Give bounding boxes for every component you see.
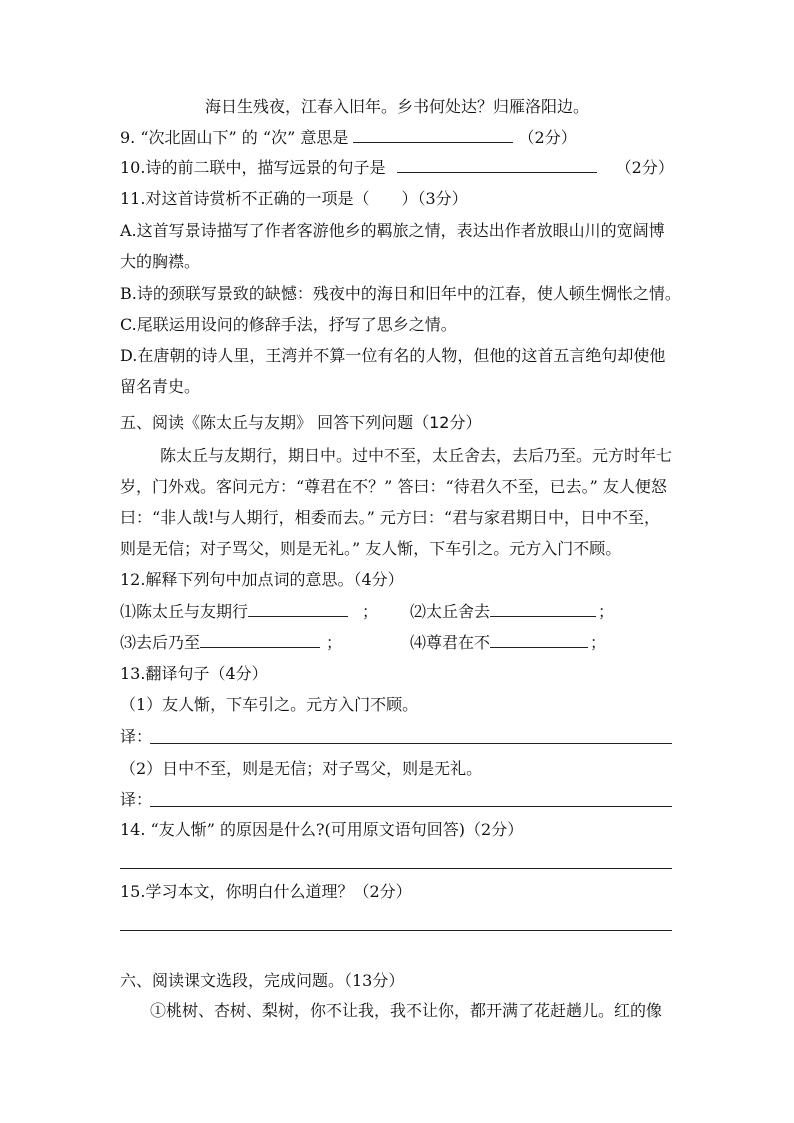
separator: ； (362, 602, 379, 621)
option-a-line1: A.这首写景诗描写了作者客游他乡的羁旅之情，表达出作者放眼山川的宽阔博 (120, 221, 665, 240)
q12-item-label: ⑶去后乃至 (120, 633, 201, 652)
answer-blank[interactable] (490, 602, 596, 617)
question-11-stem: 11.对这首诗赏析不正确的一项是（ ）（3分） (120, 189, 468, 208)
question-15: 15.学习本文，你明白什么道理？（2分） (120, 882, 412, 901)
option-b: B.诗的颈联写景致的缺憾：残夜中的海日和旧年中的江春，使人顿生惆怅之情。 (120, 284, 681, 303)
answer-line[interactable] (150, 806, 672, 807)
separator: ； (326, 633, 343, 652)
q12-item-label: ⑷尊君在不 (410, 633, 491, 652)
answer-line[interactable] (120, 868, 672, 869)
option-d-line2: 留名青史。 (120, 377, 201, 396)
q12-item-3 (120, 633, 342, 653)
question-14: 14. “友人惭” 的原因是什么?(可用原文语句回答)（2分） (120, 820, 524, 839)
question-12-stem: 12.解释下列句中加点词的意思。（4分） (120, 570, 404, 589)
q12-item-2 (410, 602, 614, 622)
passage-line: 则是无信；对子骂父，则是无礼。” 友人惭，下车引之。元方入门不顾。 (120, 539, 622, 558)
separator: ； (590, 633, 607, 652)
separator: ； (598, 602, 615, 621)
passage-line: 陈太丘与友期行，期日中。过中不至，太丘舍去，去后乃至。元方时年七 (160, 446, 673, 465)
question-13-stem: 13.翻译句子（4分） (120, 664, 268, 683)
translate-label: 译： (120, 727, 153, 746)
option-d-line1: D.在唐朝的诗人里，王湾并不算一位有名的人物，但他的这首五言绝句却使他 (120, 346, 666, 365)
q12-item-label: ⑴陈太丘与友期行 (120, 602, 249, 621)
section-6-heading: 六、阅读课文选段，完成问题。（13分） (120, 971, 405, 990)
translate-label: 译： (120, 790, 153, 809)
answer-line[interactable] (150, 743, 672, 744)
question-9 (120, 128, 577, 148)
option-a-line2: 大的胸襟。 (120, 252, 201, 271)
question-9-text: 9. “次北固山下” 的 “次” 意思是 (120, 128, 349, 147)
q12-item-4 (410, 633, 606, 653)
answer-blank[interactable] (490, 633, 588, 648)
answer-line[interactable] (120, 930, 672, 931)
q12-item-label: ⑵太丘舍去 (410, 602, 491, 621)
passage-line: 曰：“非人哉!与人期行，相委而去。” 元方曰：“君与家君期日中，日中不至， (120, 508, 661, 527)
question-9-score: （2分） (518, 128, 577, 147)
q13-sentence-2: （2）日中不至，则是无信；对子骂父，则是无礼。 (120, 759, 483, 778)
answer-blank[interactable] (353, 128, 513, 143)
question-10 (120, 158, 674, 178)
q12-item-1 (120, 602, 378, 622)
poem-line: 海日生残夜，江春入旧年。乡书何处达？归雁洛阳边。 (204, 97, 589, 116)
answer-blank[interactable] (200, 633, 320, 648)
answer-blank[interactable] (248, 602, 348, 617)
option-c: C.尾联运用设问的修辞手法，抒写了思乡之情。 (120, 315, 457, 334)
answer-blank[interactable] (397, 158, 597, 173)
q13-sentence-1: （1）友人惭，下车引之。元方入门不顾。 (120, 695, 419, 714)
section-5-heading: 五、阅读《陈太丘与友期》 回答下列问题（12分） (120, 413, 482, 432)
section-6-line1: ①桃树、杏树、梨树，你不让我，我不让你，都开满了花赶趟儿。红的像 (150, 1001, 663, 1020)
question-10-text: 10.诗的前二联中，描写远景的句子是 (120, 158, 386, 177)
passage-line: 岁，门外戏。客问元方：“尊君在不？” 答曰：“待君久不至，已去。” 友人便怒 (120, 477, 667, 496)
question-10-score: （2分） (615, 158, 674, 177)
